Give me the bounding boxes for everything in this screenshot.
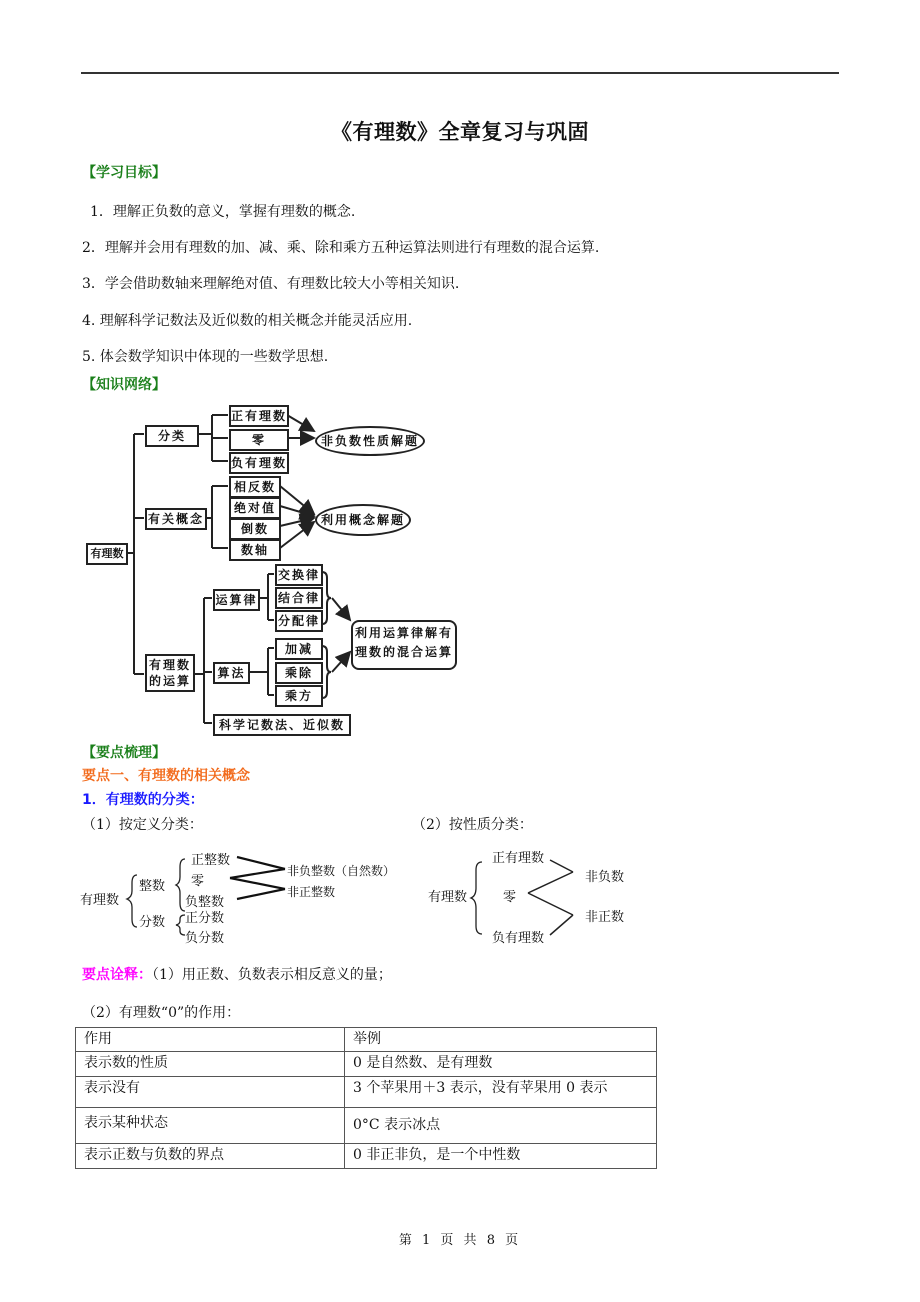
- table-header-cell: 举例: [345, 1028, 657, 1052]
- node-related-concepts: 有关概念: [145, 508, 207, 530]
- zero-role-table: [75, 1027, 657, 1169]
- by-property-label: （2）按性质分类：: [412, 817, 533, 833]
- table-cell: 表示没有: [76, 1077, 345, 1108]
- note1-line: [82, 964, 392, 984]
- def-fractions: 分数: [139, 915, 166, 930]
- node-algorithms: 算法: [213, 662, 250, 684]
- page-title: 《有理数》全章复习与巩固: [331, 120, 589, 144]
- node-mixed-operations-line2: 理数的混合运算: [354, 645, 453, 659]
- goals-heading: 【学习目标】: [82, 165, 166, 181]
- prop-non-negative: 非负数: [585, 870, 625, 885]
- def-non-negative-integer: 非负整数（自然数）: [287, 864, 396, 878]
- def-non-positive-integer: 非正整数: [287, 885, 336, 899]
- def-positive-integer: 正整数: [191, 853, 231, 868]
- network-heading: 【知识网络】: [82, 377, 166, 393]
- table-header-cell: 作用: [76, 1028, 345, 1052]
- node-add-subtract: 加减: [275, 638, 323, 660]
- table-cell: 0 非正非负，是一个中性数: [345, 1144, 657, 1169]
- node-rational-number: 有理数: [86, 543, 128, 565]
- def-negative-integer: 负整数: [185, 895, 225, 910]
- node-concept-solve: 利用概念解题: [315, 504, 411, 536]
- prop-zero: 零: [503, 890, 517, 905]
- classification-by-definition: [75, 845, 415, 950]
- table-cell: 表示某种状态: [76, 1108, 345, 1144]
- node-mixed-operations-line1: 利用运算律解有: [354, 626, 453, 640]
- classification-def-connectors: [75, 845, 415, 950]
- node-operation-laws: 运算律: [213, 589, 260, 611]
- header-rule: [81, 72, 839, 74]
- goal-item: 2．理解并会用有理数的加、减、乘、除和乘方五种运算法则进行有理数的混合运算.: [82, 240, 600, 256]
- summary-heading: 【要点梳理】: [82, 745, 166, 761]
- node-associative-law: 结合律: [275, 587, 323, 609]
- node-distributive-law: 分配律: [275, 610, 323, 632]
- goal-item: 3．学会借助数轴来理解绝对值、有理数比较大小等相关知识.: [82, 276, 460, 292]
- note1-text: （1）用正数、负数表示相反意义的量；: [152, 967, 392, 983]
- node-power: 乘方: [275, 685, 323, 707]
- def-zero: 零: [191, 874, 205, 889]
- goal-item: 1．理解正负数的意义，掌握有理数的概念.: [90, 204, 356, 220]
- node-positive-rational: 正有理数: [229, 405, 289, 427]
- sub1-heading: 1．有理数的分类：: [82, 792, 204, 808]
- node-opposite-number: 相反数: [229, 476, 281, 498]
- prop-positive-rational: 正有理数: [492, 851, 545, 866]
- by-definition-label: （1）按定义分类：: [82, 817, 203, 833]
- classification-by-property: [410, 840, 650, 950]
- table-row: [76, 1108, 657, 1144]
- goal-item: 4. 理解科学记数法及近似数的相关概念并能灵活应用.: [82, 313, 413, 329]
- knowledge-network-diagram: [82, 398, 462, 738]
- note2-text: （2）有理数“0”的作用：: [82, 1005, 241, 1021]
- def-integers: 整数: [139, 879, 166, 894]
- node-reciprocal: 倒数: [229, 518, 281, 540]
- node-nonnegative-solve: 非负数性质解题: [315, 426, 425, 456]
- node-zero: 零: [229, 429, 289, 451]
- node-multiply-divide: 乘除: [275, 662, 323, 684]
- def-root: 有理数: [80, 893, 120, 908]
- node-number-line: 数轴: [229, 539, 281, 561]
- table-row: [76, 1077, 657, 1108]
- notes-label: 要点诠释：: [82, 967, 152, 983]
- table-row: [76, 1052, 657, 1077]
- page-footer: 第 1 页 共 8 页: [398, 1233, 522, 1248]
- node-rational-operations: [145, 654, 195, 692]
- prop-non-positive: 非正数: [585, 910, 625, 925]
- goal-item: 5. 体会数学知识中体现的一些数学思想.: [82, 349, 329, 365]
- node-negative-rational: 负有理数: [229, 452, 289, 474]
- node-rational-operations-line2: 的运算: [148, 674, 191, 688]
- prop-negative-rational: 负有理数: [492, 931, 545, 946]
- table-header-row: [76, 1028, 657, 1052]
- node-absolute-value: 绝对值: [229, 497, 281, 519]
- table-cell: 0 是自然数、是有理数: [345, 1052, 657, 1077]
- table-cell: 0°C 表示冰点: [345, 1108, 657, 1144]
- table-cell: 表示数的性质: [76, 1052, 345, 1077]
- node-rational-operations-line1: 有理数: [148, 658, 191, 672]
- def-positive-fraction: 正分数: [185, 911, 225, 926]
- node-mixed-operations-target: [351, 620, 457, 670]
- table-cell: 3 个苹果用＋3 表示，没有苹果用 0 表示: [345, 1077, 657, 1108]
- prop-root: 有理数: [428, 890, 468, 905]
- node-scientific-notation: 科学记数法、近似数: [213, 714, 351, 736]
- node-classification: 分类: [145, 425, 199, 447]
- def-negative-fraction: 负分数: [185, 931, 225, 946]
- node-commutative-law: 交换律: [275, 564, 323, 586]
- table-cell: 表示正数与负数的界点: [76, 1144, 345, 1169]
- point1-heading: 要点一、有理数的相关概念: [82, 768, 250, 784]
- table-row: [76, 1144, 657, 1169]
